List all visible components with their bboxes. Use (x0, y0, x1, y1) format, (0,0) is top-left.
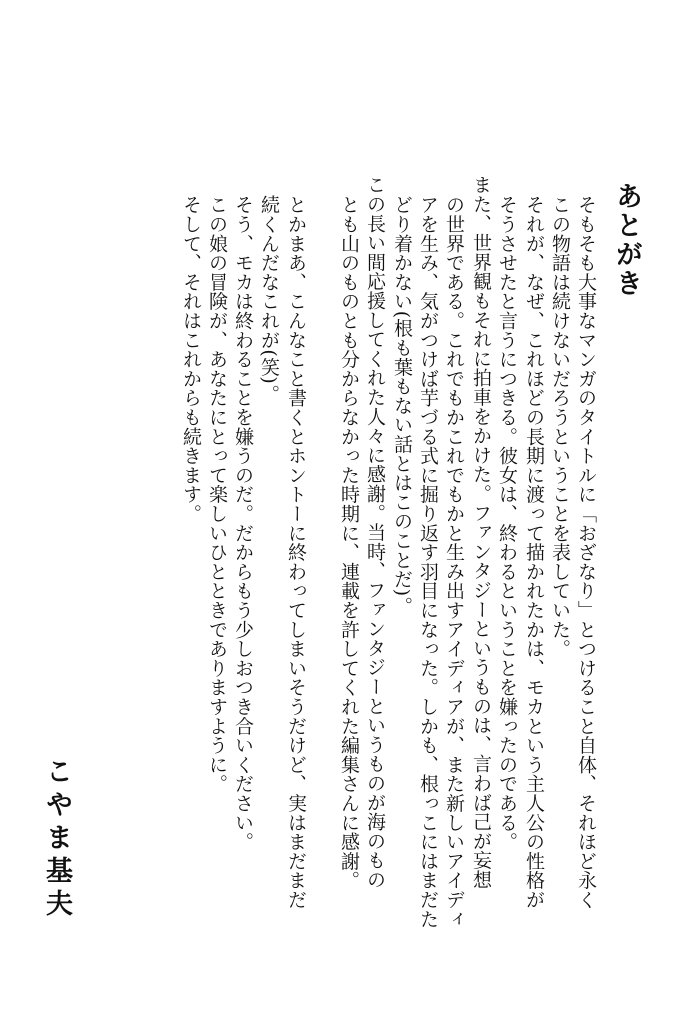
text-line: そして、それはこれからも続きます。 (180, 195, 202, 524)
text-line: そもそも大事なマンガのタイトルに「おざなり」とつけること自体、それほど永く (575, 195, 597, 910)
text-line: また、世界観もそれに拍車をかけた。ファンタジーというものは、言わば己が妄想 (470, 175, 492, 890)
text-line: それが、なぜ、これほどの長期に渡って描かれたかは、モカという主人公の性格が (523, 195, 545, 910)
text-line: この物語は続けないだろうということを表していた。 (549, 195, 571, 659)
afterword-title: あとがき (611, 182, 642, 298)
text-line: アを生み、気がつけば芋づる式に掘り返す羽目になった。しかも、根っこにはまだた (417, 195, 439, 929)
author-signature: こやま基夫 (41, 757, 72, 922)
text-line: とかまあ、こんなこと書くとホントーに終わってしまいそうだけど、実はまだまだ (285, 195, 307, 910)
text-line: の世界である。これでもかこれでもかと生み出すアイディアが、また新しいアイディ (443, 195, 465, 929)
text-line: この娘の冒険が、あなたにとって楽しいひとときでありますように。 (206, 195, 228, 794)
text-line: そう、モカは終わることを嫌うのだ。だからもう少しおつき合いください。 (232, 195, 254, 852)
text-line: 続くんだなこれが(笑)。 (258, 195, 280, 404)
text-line: そうさせたと言うにつきる。彼女は、終わるということを嫌ったのである。 (496, 195, 518, 852)
text-line: どり着かない(根も葉もない話とはこのことだ)。 (391, 195, 413, 616)
text-line: この長い間応援してくれた人々に感謝。当時、ファンタジーというものが海のもの (364, 175, 386, 890)
text-line: とも山のものとも分からなかった時期に、連載を許してくれた編集さんに感謝。 (338, 195, 360, 890)
